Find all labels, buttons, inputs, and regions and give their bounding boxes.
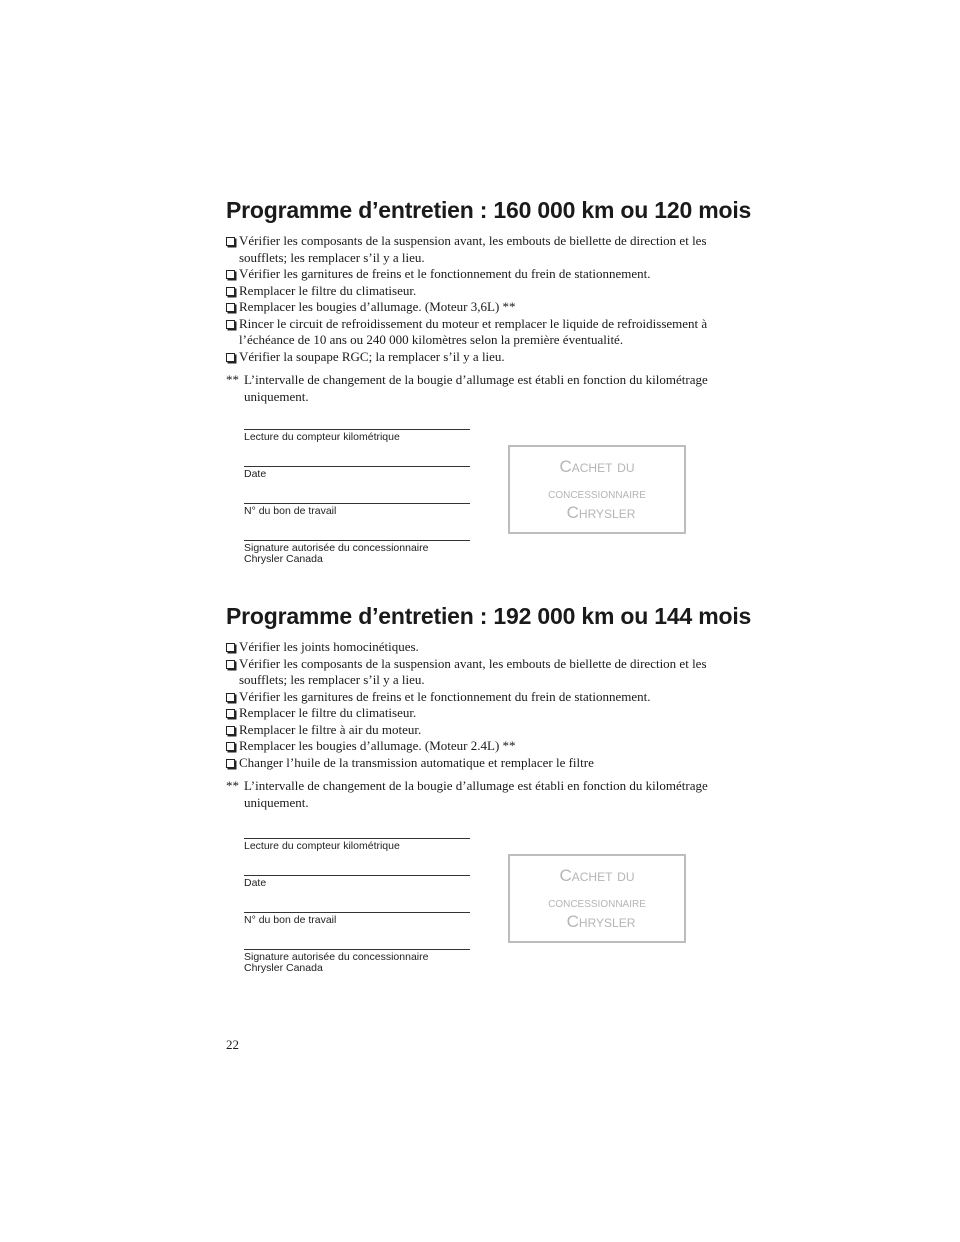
signature-label: Signature autorisée du concessionnaire Chrysler Canada	[244, 951, 429, 974]
section-title: Programme d’entretien : 160 000 km ou 120 mois	[226, 197, 752, 223]
signature-field[interactable]	[244, 949, 470, 986]
checklist-item: Remplacer les bougies d’allumage. (Moteur 3,6L) **	[226, 299, 746, 316]
checklist-item: Remplacer le filtre du climatiseur.	[226, 283, 746, 300]
checklist-item: Vérifier la soupape RGC; la remplacer s’il y a lieu.	[226, 349, 746, 366]
footnote-mark: **	[226, 778, 239, 793]
checkbox-icon[interactable]	[226, 643, 235, 652]
checkbox-icon[interactable]	[226, 287, 235, 296]
dealer-form-160000	[244, 429, 470, 577]
checklist-item: Vérifier les joints homocinétiques.	[226, 639, 746, 656]
checklist-item: Vérifier les garnitures de freins et le fonctionnement du frein de stationnement.	[226, 266, 746, 283]
odometer-field[interactable]	[244, 838, 470, 875]
checklist-item: Vérifier les garnitures de freins et le fonctionnement du frein de stationnement.	[226, 689, 746, 706]
signature-label: Signature autorisée du concessionnaire Chrysler Canada	[244, 542, 429, 565]
checklist-item: Vérifier les composants de la suspension avant, les embouts de biellette de direction et les soufflets; les remplacer s’il y a lieu.	[226, 656, 746, 689]
date-label: Date	[244, 877, 267, 889]
odometer-label: Lecture du compteur kilométrique	[244, 431, 400, 443]
section-title: Programme d’entretien : 192 000 km ou 144 mois	[226, 603, 752, 629]
maintenance-section-192000	[226, 601, 752, 811]
date-field[interactable]	[244, 875, 470, 912]
checklist-item: Rincer le circuit de refroidissement du moteur et remplacer le liquide de refroidissement à l’échéance de 10 ans ou 240 000 kilomètres selon la première éventualité.	[226, 316, 746, 349]
work-order-label: N° du bon de travail	[244, 505, 337, 517]
page-number: 22	[226, 1037, 239, 1052]
checklist-item: Remplacer le filtre du climatiseur.	[226, 705, 746, 722]
checkbox-icon[interactable]	[226, 303, 235, 312]
maintenance-section-160000	[226, 195, 752, 405]
checklist-item: Remplacer le filtre à air du moteur.	[226, 722, 746, 739]
date-field[interactable]	[244, 466, 470, 503]
odometer-label: Lecture du compteur kilométrique	[244, 840, 400, 852]
footnote-mark: **	[226, 372, 239, 387]
odometer-field[interactable]	[244, 429, 470, 466]
checklist	[226, 233, 746, 365]
checkbox-icon[interactable]	[226, 353, 235, 362]
checkbox-icon[interactable]	[226, 726, 235, 735]
checkbox-icon[interactable]	[226, 759, 235, 768]
checkbox-icon[interactable]	[226, 660, 235, 669]
checkbox-icon[interactable]	[226, 693, 235, 702]
dealer-stamp-box: Cachet du concessionnaire Chrysler	[508, 854, 686, 943]
work-order-label: N° du bon de travail	[244, 914, 337, 926]
date-label: Date	[244, 468, 267, 480]
footnote: ** L’intervalle de changement de la bougie d’allumage est établi en fonction du kilométrage uniquement.	[226, 778, 708, 810]
checklist-item: Vérifier les composants de la suspension avant, les embouts de biellette de direction et les soufflets; les remplacer s’il y a lieu.	[226, 233, 746, 266]
checklist-item: Remplacer les bougies d’allumage. (Moteur 2.4L) **	[226, 738, 746, 755]
work-order-field[interactable]	[244, 503, 470, 540]
footnote: ** L’intervalle de changement de la bougie d’allumage est établi en fonction du kilométrage uniquement.	[226, 372, 708, 404]
dealer-form-192000	[244, 838, 470, 986]
checkbox-icon[interactable]	[226, 270, 235, 279]
checklist	[226, 639, 746, 771]
signature-field[interactable]	[244, 540, 470, 577]
dealer-stamp-box: Cachet du concessionnaire Chrysler	[508, 445, 686, 534]
checkbox-icon[interactable]	[226, 742, 235, 751]
checkbox-icon[interactable]	[226, 709, 235, 718]
checklist-item: Changer l’huile de la transmission automatique et remplacer le filtre	[226, 755, 746, 772]
checkbox-icon[interactable]	[226, 320, 235, 329]
checkbox-icon[interactable]	[226, 237, 235, 246]
work-order-field[interactable]	[244, 912, 470, 949]
